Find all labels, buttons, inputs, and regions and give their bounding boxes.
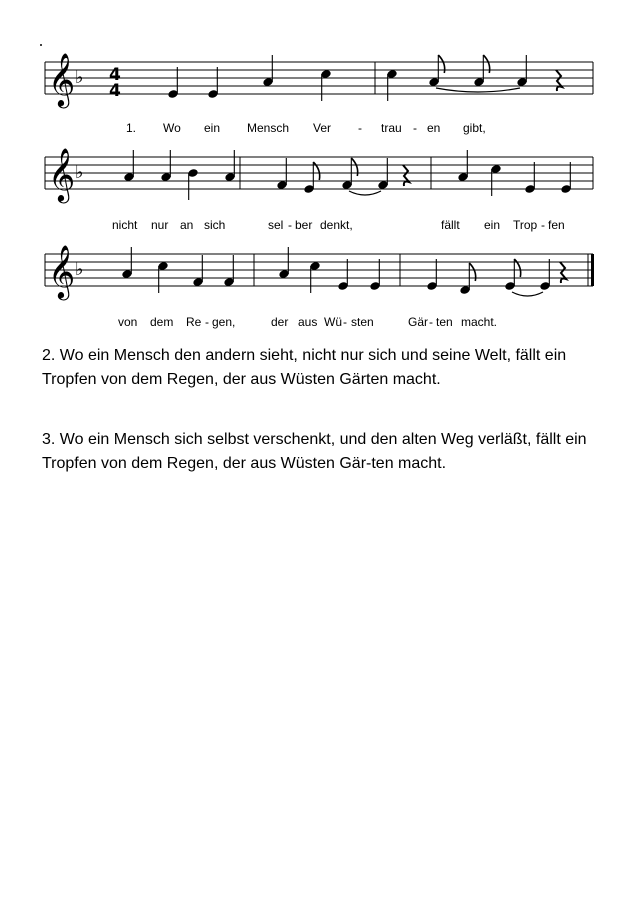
lyric-syllable: macht. (461, 315, 498, 329)
lyric-syllable: sich (204, 218, 226, 232)
quarter-rest-icon (560, 262, 566, 283)
tie-arc (512, 292, 543, 296)
lyric-syllable: sten (351, 315, 374, 329)
lyric-hyphen: - (205, 315, 209, 329)
lyric-hyphen: - (358, 121, 362, 135)
lyric-syllable: nur (151, 218, 169, 232)
time-signature-bottom: 4 (109, 81, 121, 101)
flat-icon: ♭ (75, 259, 84, 280)
lyric-syllable: nicht (112, 218, 138, 232)
lyric-syllable: sel (268, 218, 284, 232)
lyric-syllable: dem (150, 315, 174, 329)
lyric-syllable: von (118, 315, 138, 329)
lyric-syllable: ein (484, 218, 501, 232)
verse-2: 2. Wo ein Mensch den andern sieht, nicht nur sich und seine Welt, fällt ein Tropfen von dem Regen, der aus Wüsten Gärten macht. (42, 347, 567, 388)
verse-3: 3. Wo ein Mensch sich selbst verschenkt, und den alten Weg verläßt, fällt ein Tropfen von dem Regen, der aus Wüsten Gär-ten macht. (42, 431, 587, 472)
lyric-syllable: 1. (126, 121, 137, 135)
lyric-syllable: gen, (212, 315, 236, 329)
lyric-hyphen: - (343, 315, 347, 329)
time-signature-top: 4 (109, 65, 121, 85)
final-bar-line (591, 254, 594, 286)
lyric-syllable: gibt, (463, 121, 486, 135)
lyric-syllable: Gär (408, 315, 429, 329)
lyric-syllable: ber (295, 218, 313, 232)
lyric-syllable: denkt, (320, 218, 353, 232)
lyric-syllable: an (180, 218, 194, 232)
lyric-hyphen: - (429, 315, 433, 329)
lyric-syllable: ten (436, 315, 453, 329)
lyric-syllable: aus (298, 315, 318, 329)
lyric-syllable: der (271, 315, 289, 329)
flat-icon: ♭ (75, 67, 84, 88)
flat-icon: ♭ (75, 162, 84, 183)
lyric-syllable: trau (381, 121, 402, 135)
tie-arc (436, 88, 520, 92)
lyric-syllable: fen (548, 218, 565, 232)
treble-clef-icon: 𝄞 (48, 147, 76, 201)
lyric-syllable: fällt (441, 218, 460, 232)
lyric-syllable: ein (204, 121, 221, 135)
quarter-rest-icon (556, 70, 562, 91)
lyric-syllable: Trop (513, 218, 538, 232)
lyric-syllable: Mensch (247, 121, 290, 135)
tie-arc (349, 191, 381, 195)
quarter-rest-icon (403, 165, 409, 186)
lyric-hyphen: - (541, 218, 545, 232)
lyric-hyphen: - (413, 121, 417, 135)
lyric-syllable: Ver (313, 121, 332, 135)
lyric-syllable: Wo (163, 121, 181, 135)
lyric-hyphen: - (288, 218, 292, 232)
treble-clef-icon: 𝄞 (48, 244, 76, 298)
lyric-syllable: Re (186, 315, 202, 329)
treble-clef-icon: 𝄞 (48, 52, 76, 106)
lyric-syllable: en (427, 121, 441, 135)
lyric-syllable: Wü (324, 315, 342, 329)
